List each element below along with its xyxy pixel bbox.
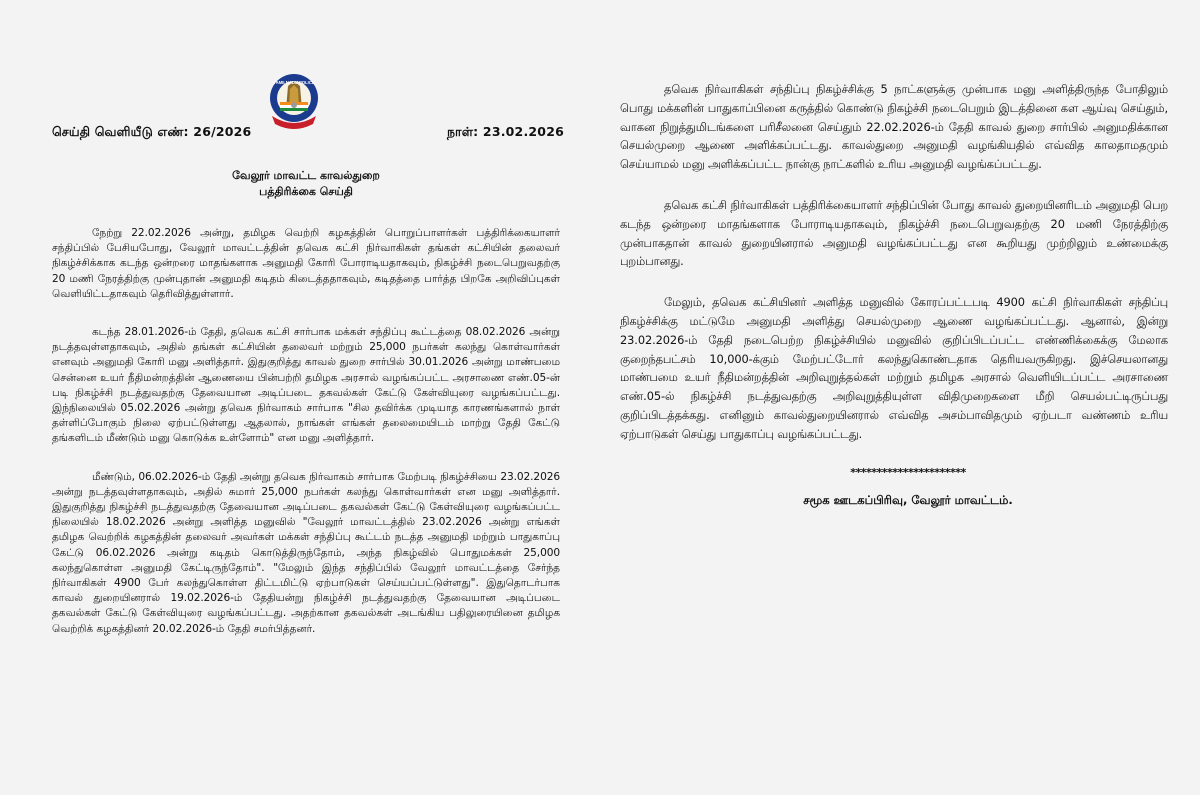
tamilnadu-police-emblem-icon	[266, 72, 322, 134]
document-title	[52, 168, 560, 200]
left-column	[52, 66, 564, 660]
release-number: செய்தி வெளியீடு எண்: 26/2026	[52, 124, 252, 139]
title-line-district-police: வேலூர் மாவட்ட காவல்துறை	[232, 169, 380, 182]
paragraph: தவெக கட்சி நிர்வாகிகள் பத்திரிக்கையாளர் சந்திப்பின் போது காவல் துறையினரிடம் அனுமதி பெற கடந்த ஒன்றரை மாதங்களாக போராடியதாகவும், நிகழ்ச்சி நடைபெறுவதற்கு 20 மணி நேரத்திற்கு முன்பாகதான் காவல் துறையினரால் அனுமதி வழங்கப்பட்டது என கூறியது முற்றிலும் உண்மைக்கு புறம்பானது.	[620, 197, 1168, 269]
release-date: நாள்: 23.02.2026	[446, 124, 564, 139]
right-column	[620, 80, 1168, 509]
signoff: சமூக ஊடகப்பிரிவு, வேலூர் மாவட்டம்.	[803, 492, 1013, 507]
separator-stars: **********************	[850, 465, 966, 479]
paragraph: மேலும், தவெக கட்சியினர் அளித்த மனுவில் கோரப்பட்டபடி 4900 கட்சி நிர்வாகிகள் சந்திப்பு நிகழ்ச்சிக்கு மட்டுமே அனுமதி அளித்து செயல்முறை ஆணை வழங்கப்பட்டது. ஆனால், இன்று 23.02.2026-ம் தேதி நடைபெற்ற நிகழ்ச்சியில் மனுவில் குறிப்பிடப்பட்ட எண்ணிக்கைக்கு மேலாக குறைந்தபட்சம் 10,000-க்கும் மேற்பட்டோர் கலந்துகொண்டதாக தெரியவருகிறது. இச்செயலானது மாண்பமை உயர் நீதிமன்றத்தின் அறிவுறுத்தல்கள் மற்றும் தமிழக அரசால் வெளியிடப்பட்ட அரசாணை எண்.05-ல் நிகழ்ச்சி நடத்துவதற்கு அறிவுறுத்தியுள்ள விதிமுறைகளை மீறி செயல்பட்டிருப்பது குறிப்பிடத்தக்கது. எனினும் காவல்துறையினரால் எவ்வித அசம்பாவிதமும் ஏற்படா வண்ணம் உரிய ஏற்பாடுகள் செய்து பாதுகாப்பு வழங்கப்பட்டது.	[620, 295, 1168, 441]
paragraph: தவெக நிர்வாகிகள் சந்திப்பு நிகழ்ச்சிக்கு 5 நாட்களுக்கு முன்பாக மனு அளித்திருந்த போதிலும் பொது மக்களின் பாதுகாப்பினை கருத்தில் கொண்டு நிகழ்ச்சி நடைபெறும் இடத்தினை கள ஆய்வு செய்தும், வாகன நிறுத்துமிடங்களை பரிசீலனை செய்தும் 22.02.2026-ம் தேதி காவல் துறை சார்பில் அனுமதிக்கான செயல்முறை ஆணை அளிக்கப்பட்டது. காவல்துறை அனுமதி வழங்கியதில் எவ்வித காலதாமதமும் செய்யாமல் மனு அளிக்கப்பட்ட நான்கு நாட்களில் உரிய அனுமதி வழங்கப்பட்டது.	[620, 82, 1168, 172]
paragraph: மீண்டும், 06.02.2026-ம் தேதி அன்று தவெக நிர்வாகம் சார்பாக மேற்படி நிகழ்ச்சியை 23.02.2026 அன்று நடத்தவுள்ளதாகவும், அதில் சுமார் 25,000 நபர்கள் கலந்து கொள்வார்கள் என மனு அளித்தார். இதுகுறித்து நிகழ்ச்சி நடத்துவதற்கு தேவையான அடிப்படை தகவல்கள் கேட்டு கேள்வியுரை வழங்கப்பட்ட நிலையில் 18.02.2026 அன்று அளித்த மனுவில் "வேலூர் மாவட்டத்தில் 23.02.2026 அன்று எங்கள் தமிழக வெற்றிக் கழகத்தின் தலைவர் அவர்கள் மக்கள் சந்திப்பு கூட்டம் நடத்த அனுமதி மற்றும் பாதுகாப்பு கேட்டு 06.02.2026 அன்று கடிதம் கொடுத்திருந்தோம், அந்த நிகழ்வில் பொதுமக்கள் 25,000 கலந்துகொள்ள அனுமதி கேட்டிருந்தோம்". "மேலும் இந்த சந்திப்பில் வேலூர் மாவட்டத்தை சேர்ந்த நிர்வாகிகள் 4900 பேர் கலந்துகொள்ள திட்டமிட்டு ஏற்பாடுகள் செய்யப்பட்டுள்ளது". இதுதொடர்பாக காவல் துறையினரால் 19.02.2026-ம் தேதியன்று நிகழ்ச்சி நடத்துவதற்கு தேவையான அடிப்படை தகவல்கள் கேட்டு கேள்வியுரை வழங்கப்பட்டது. அதற்கான தகவல்கள் அடங்கிய பதிலுரையினை தமிழக வெற்றிக் கழகத்தினர் 20.02.2026-ம் தேதி சமர்பித்தனர்.	[52, 470, 560, 635]
paragraph: கடந்த 28.01.2026-ம் தேதி, தவெக கட்சி சார்பாக மக்கள் சந்திப்பு கூட்டத்தை 08.02.2026 அன்று நடத்தவுள்ளதாகவும், அதில் தங்கள் கட்சியின் தலைவர் மற்றும் 25,000 நபர்கள் கலந்து கொள்வார்கள் எனவும் அனுமதி கோரி மனு அளித்தார். இதுகுறித்து காவல் துறை சார்பில் 30.01.2026 அன்று மாண்பமை சென்னை உயர் நீதிமன்றத்தின் ஆணையை பின்பற்றி தமிழக அரசால் வழங்கப்பட்ட அரசாணை எண்.05-ன் படி நிகழ்ச்சி நடத்துவதற்கு தேவையான அடிப்படை தகவல்கள் கேட்டு கேள்வியுரை வழங்கப்பட்டது. இந்நிலையில் 05.02.2026 அன்று தவெக நிர்வாகம் சார்பாக "சில தவிர்க்க முடியாத காரணங்களால் நாள் தள்ளிப்போகும் நிலை ஏற்பட்டுள்ளது ஆதலால், நாங்கள் எங்கள் தலைமையிடம் மாற்று தேதி கேட்டு தங்களிடம் மீண்டும் மனு கொடுக்க உள்ளோம்" என மனு அளித்தார்.	[52, 326, 560, 445]
paragraph: நேற்று 22.02.2026 அன்று, தமிழக வெற்றி கழகத்தின் பொறுப்பாளர்கள் பத்திரிக்கையாளர் சந்திப்பில் பேசியபோது, வேலூர் மாவட்டத்தின் தவெக கட்சி நிர்வாகிகள் தங்கள் கட்சியின் தலைவர் நிகழ்ச்சிக்காக கடந்த ஒன்றரை மாதங்களாக அனுமதி கோரி போராடியதாகவும், நிகழ்ச்சி நடைபெறுவதற்கு 20 மணி நேரத்திற்கு முன்புதான் அனுமதி கடிதம் கிடைத்ததாகவும், கடிதத்தை பார்த்த பிறகே அறிவிப்புகள் வெளியிட்டதாகவும் தெரிவித்துள்ளார்.	[52, 227, 560, 300]
title-line-press-news: பத்திரிக்கை செய்தி	[259, 185, 353, 198]
svg-text:TAMILNADU POLICE: TAMILNADU POLICE	[273, 80, 315, 85]
document-header	[52, 66, 564, 146]
